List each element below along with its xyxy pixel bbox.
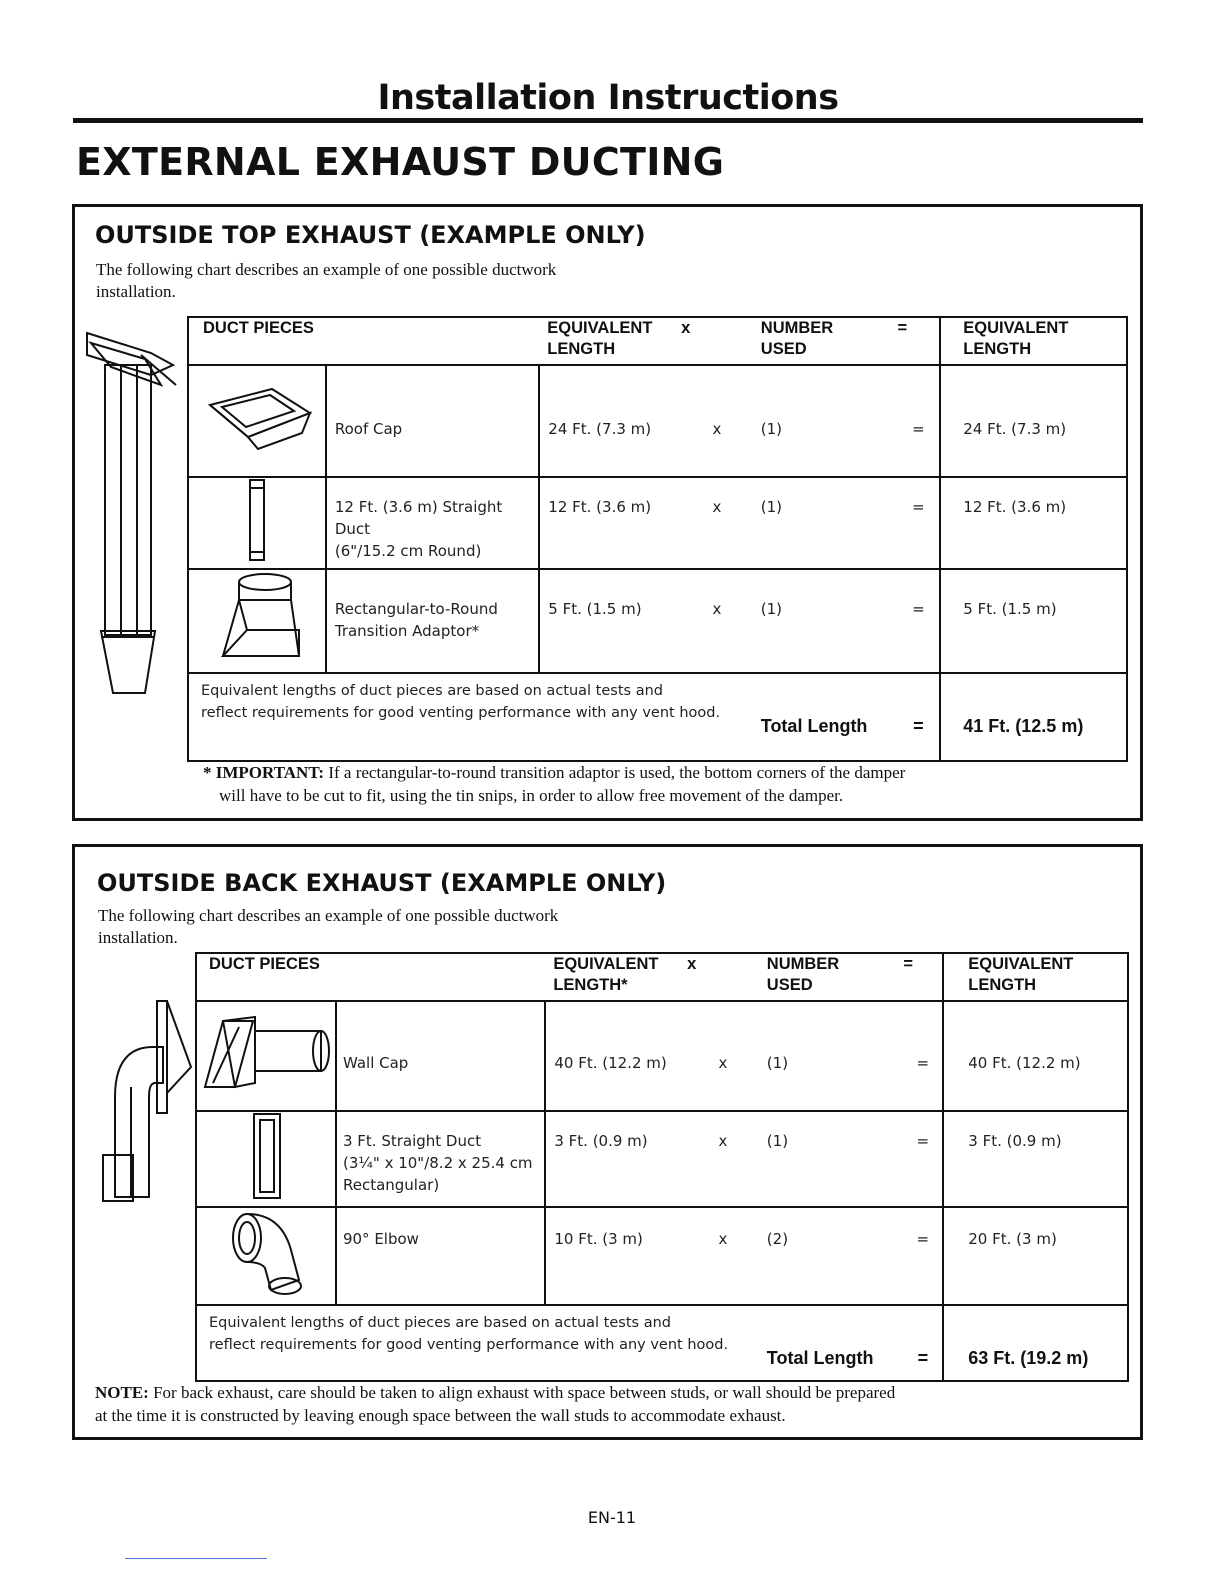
row-equiv: 10 Ft. (3 m) xyxy=(545,1207,687,1305)
table-footer xyxy=(196,1305,1128,1381)
row-equals: = xyxy=(903,1111,943,1207)
back-exhaust-section xyxy=(72,844,1143,1440)
transition-adaptor-icon xyxy=(188,569,326,673)
straight-duct-icon xyxy=(188,477,326,569)
row-used: (2) xyxy=(759,1207,904,1305)
col-equiv-length: EQUIVALENT LENGTH* xyxy=(545,953,687,1001)
row-equals: = xyxy=(903,1207,943,1305)
col-duct-pieces: DUCT PIECES xyxy=(196,953,545,1001)
total-value: 41 Ft. (12.5 m) xyxy=(940,673,1127,761)
table-footer xyxy=(188,673,1127,761)
header-title: Installation Instructions xyxy=(377,78,839,118)
row-name: 3 Ft. Straight Duct (3¼" x 10"/8.2 x 25.4 cm Rectangular) xyxy=(336,1111,545,1207)
row-total: 20 Ft. (3 m) xyxy=(943,1207,1128,1305)
row-equiv: 3 Ft. (0.9 m) xyxy=(545,1111,687,1207)
row-times: x xyxy=(687,1207,759,1305)
back-section-intro: The following chart describes an example of one possible ductwork installation. xyxy=(98,906,559,947)
row-equiv: 5 Ft. (1.5 m) xyxy=(539,569,681,673)
row-used: (1) xyxy=(759,1111,904,1207)
back-duct-table xyxy=(195,952,1129,1382)
wall-duct-illustration-icon xyxy=(93,987,203,1217)
row-total: 12 Ft. (3.6 m) xyxy=(940,477,1127,569)
footnote: Equivalent lengths of duct pieces are based on actual tests and reflect requirements for good venting performance with any vent hood. xyxy=(196,1305,759,1381)
col-times: x xyxy=(681,317,753,365)
row-equals: = xyxy=(897,569,940,673)
elbow-icon xyxy=(196,1207,336,1305)
row-used: (1) xyxy=(753,477,898,569)
table-row xyxy=(196,1207,1128,1305)
table-row xyxy=(196,1111,1128,1207)
page-header xyxy=(73,78,1143,123)
col-number-used: NUMBER USED xyxy=(753,317,898,365)
row-times: x xyxy=(687,1001,759,1111)
important-note: * IMPORTANT: If a rectangular-to-round transition adaptor is used, the bottom corners of the damper will have to be cut to fit, using the tin snips, in order to allow free movement of the damper. xyxy=(203,763,906,805)
row-name: 90° Elbow xyxy=(336,1207,545,1305)
row-total: 3 Ft. (0.9 m) xyxy=(943,1111,1128,1207)
row-equiv: 40 Ft. (12.2 m) xyxy=(545,1001,687,1111)
top-section-intro: The following chart describes an example of one possible ductwork installation. xyxy=(96,260,557,301)
row-times: x xyxy=(681,365,753,477)
row-total: 5 Ft. (1.5 m) xyxy=(940,569,1127,673)
bottom-rule xyxy=(125,1558,267,1559)
total-label: Total Length xyxy=(753,673,898,761)
row-name: Wall Cap xyxy=(336,1001,545,1111)
row-used: (1) xyxy=(753,569,898,673)
row-times: x xyxy=(681,569,753,673)
total-value: 63 Ft. (19.2 m) xyxy=(943,1305,1128,1381)
row-equals: = xyxy=(903,1001,943,1111)
col-equals: = xyxy=(897,317,940,365)
table-row xyxy=(188,477,1127,569)
row-equiv: 12 Ft. (3.6 m) xyxy=(539,477,681,569)
total-label: Total Length xyxy=(759,1305,904,1381)
row-name: Rectangular-to-Round Transition Adaptor* xyxy=(326,569,539,673)
roof-cap-icon xyxy=(188,365,326,477)
table-row xyxy=(188,569,1127,673)
col-equiv-length-total: EQUIVALENT LENGTH xyxy=(943,953,1128,1001)
row-name: 12 Ft. (3.6 m) Straight Duct (6"/15.2 cm Round) xyxy=(326,477,539,569)
row-name: Roof Cap xyxy=(326,365,539,477)
table-row xyxy=(196,1001,1128,1111)
back-section-heading: OUTSIDE BACK EXHAUST (EXAMPLE ONLY) xyxy=(97,869,667,897)
top-duct-table xyxy=(187,316,1128,762)
row-total: 40 Ft. (12.2 m) xyxy=(943,1001,1128,1111)
row-used: (1) xyxy=(753,365,898,477)
col-equiv-length-total: EQUIVALENT LENGTH xyxy=(940,317,1127,365)
total-equals: = xyxy=(903,1305,943,1381)
col-equiv-length: EQUIVALENT LENGTH xyxy=(539,317,681,365)
col-equals: = xyxy=(903,953,943,1001)
top-exhaust-section xyxy=(72,204,1143,821)
row-times: x xyxy=(681,477,753,569)
footnote: Equivalent lengths of duct pieces are based on actual tests and reflect requirements for good venting performance with any vent hood. xyxy=(188,673,753,761)
row-equiv: 24 Ft. (7.3 m) xyxy=(539,365,681,477)
col-number-used: NUMBER USED xyxy=(759,953,904,1001)
table-row xyxy=(188,365,1127,477)
roof-duct-illustration-icon xyxy=(81,325,181,695)
wall-cap-icon xyxy=(196,1001,336,1111)
row-used: (1) xyxy=(759,1001,904,1111)
row-equals: = xyxy=(897,477,940,569)
page-number: EN-11 xyxy=(587,1508,637,1527)
rectangular-duct-icon xyxy=(196,1111,336,1207)
page-title: EXTERNAL EXHAUST DUCTING xyxy=(76,140,725,184)
row-total: 24 Ft. (7.3 m) xyxy=(940,365,1127,477)
top-section-heading: OUTSIDE TOP EXHAUST (EXAMPLE ONLY) xyxy=(95,221,646,249)
row-times: x xyxy=(687,1111,759,1207)
back-exhaust-note: NOTE: For back exhaust, care should be taken to align exhaust with space between studs, or wall should be prepared at the time it is constructed by leaving enough space between the wall studs to accommodate exhaust. xyxy=(95,1383,896,1425)
col-duct-pieces: DUCT PIECES xyxy=(188,317,539,365)
total-equals: = xyxy=(897,673,940,761)
col-times: x xyxy=(687,953,759,1001)
row-equals: = xyxy=(897,365,940,477)
